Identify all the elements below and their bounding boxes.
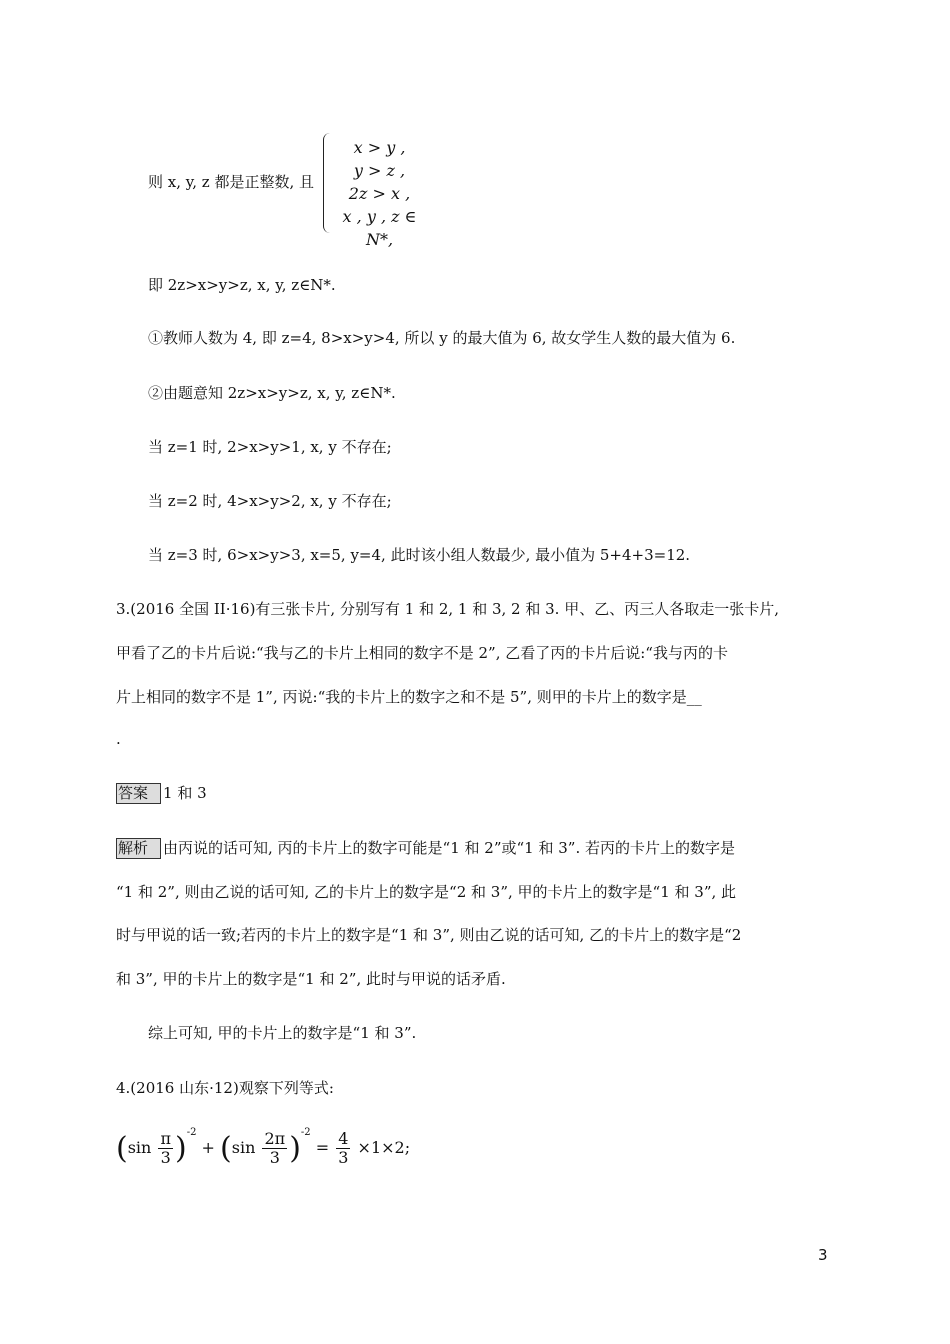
system-row: x > y , (353, 138, 406, 157)
text-line: 当 z=2 时, 4>x>y>2, x, y 不存在; (148, 492, 392, 510)
analysis-line: 和 3”, 甲的卡片上的数字是“1 和 2”, 此时与甲说的话矛盾. (116, 970, 506, 988)
text-line: ②由题意知 2z>x>y>z, x, y, z∈N*. (148, 384, 396, 402)
fraction: $\frac{4}{3}$ (338, 1129, 349, 1167)
text-line: ①教师人数为 4, 即 z=4, 8>x>y>4, 所以 y 的最大值为 6, 故女学生人数的最大值为 6. (148, 329, 736, 347)
inequality-system (332, 136, 427, 249)
question-3-line: 甲看了乙的卡片后说:“我与乙的卡片上相同的数字不是 2”, 乙看了丙的卡片后说:“我与丙的卡 (116, 644, 728, 662)
page-number: 3 (818, 1246, 828, 1264)
equals-sign: = (315, 1138, 330, 1157)
system-row: x , y , z ∈ N*, (342, 207, 417, 249)
equation-tail: ×1×2; (357, 1138, 411, 1157)
analysis-line: 时与甲说的话一致;若丙的卡片上的数字是“1 和 3”, 则由乙说的话可知, 乙的卡片上的数字是“2 (116, 926, 742, 944)
question-3-line: 片上相同的数字不是 1”, 丙说:“我的卡片上的数字之和不是 5”, 则甲的卡片上的数字是__ (116, 688, 702, 706)
answer-row (116, 782, 207, 804)
analysis-text: 由丙说的话可知, 丙的卡片上的数字可能是“1 和 2”或“1 和 3”. 若丙的卡片上的数字是 (163, 839, 736, 857)
answer-label: 答案 (116, 783, 161, 804)
text-line: 当 z=3 时, 6>x>y>3, x=5, y=4, 此时该小组人数最少, 最小值为 5+4+3=12. (148, 546, 691, 564)
text-line: 即 2z>x>y>z, x, y, z∈N*. (148, 276, 336, 294)
exponent: -2 (300, 1127, 311, 1138)
conclusion-line: 综上可知, 甲的卡片上的数字是“1 和 3”. (148, 1024, 417, 1042)
equation: (sin $\frac{\pi}{3}$ )$^{-2}$ + (sin $\frac{2\pi}{3}$ )$^{-2}$ = $\frac{4}{3}$ ×1×2; (116, 1127, 411, 1167)
exponent: -2 (186, 1127, 197, 1138)
sin-label: sin (231, 1138, 256, 1157)
question-3-line: 3.(2016 全国 II·16)有三张卡片, 分别写有 1 和 2, 1 和 3, 2 和 3. 甲、乙、丙三人各取走一张卡片, (116, 600, 779, 618)
analysis-label: 解析 (116, 838, 161, 859)
question-4-line: 4.(2016 山东·12)观察下列等式: (116, 1079, 334, 1097)
analysis-row (116, 837, 735, 859)
system-intro: 则 x, y, z 都是正整数, 且 (148, 173, 314, 191)
left-brace (323, 133, 332, 233)
analysis-line: “1 和 2”, 则由乙说的话可知, 乙的卡片上的数字是“2 和 3”, 甲的卡片上的数字是“1 和 3”, 此 (116, 883, 737, 901)
fraction: $\frac{\pi}{3}$ (160, 1129, 171, 1167)
question-3-line: . (116, 730, 121, 748)
text-line: 当 z=1 时, 2>x>y>1, x, y 不存在; (148, 438, 392, 456)
fraction: $\frac{2\pi}{3}$ (264, 1129, 286, 1167)
answer-text: 1 和 3 (163, 784, 207, 802)
plus-sign: + (201, 1138, 215, 1157)
sin-label: sin (127, 1138, 152, 1157)
system-row: 2z > x , (348, 184, 411, 203)
system-row: y > z , (353, 161, 406, 180)
